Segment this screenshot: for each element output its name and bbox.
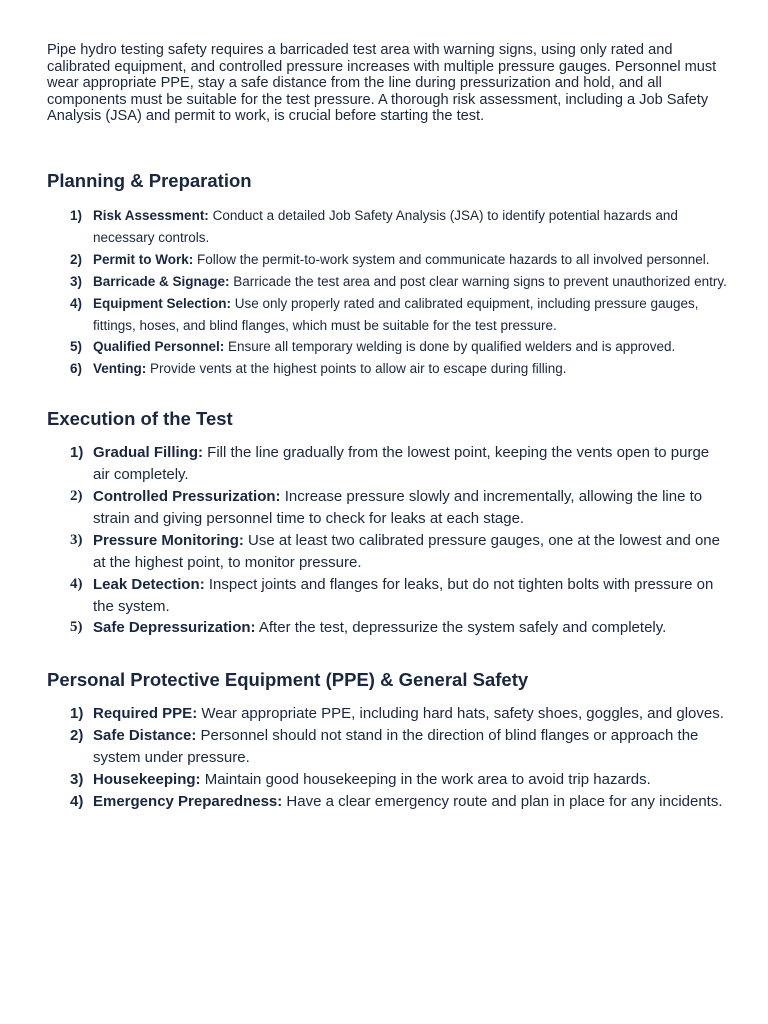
item-term: Safe Distance: <box>93 727 197 745</box>
list-item <box>47 486 727 530</box>
section-heading-planning: Planning & Preparation <box>47 169 252 191</box>
item-text: Provide vents at the highest points to allow air to escape during filling. <box>146 361 567 377</box>
item-text: Inspect joints and flanges for leaks, but do not tighten bolts with pressure on the system. <box>93 575 714 615</box>
item-term: Venting: <box>93 361 147 377</box>
list-item <box>47 617 727 639</box>
list-number: 3) <box>70 531 83 548</box>
list-item <box>47 336 727 358</box>
list-number: 1) <box>70 207 83 223</box>
item-text: Have a clear emergency route and plan in place for any incidents. <box>282 793 723 810</box>
item-term: Housekeeping: <box>93 771 201 789</box>
list-number: 2) <box>70 727 84 745</box>
item-term: Emergency Preparedness: <box>93 793 283 810</box>
list-item <box>47 530 727 574</box>
section-heading-ppe: Personal Protective Equipment (PPE) & General Safety <box>47 669 529 691</box>
item-text: Use only properly rated and calibrated equipment, including pressure gauges, fittings, hoses, and blind flanges, which must be suitable for the test pressure. <box>93 295 699 333</box>
item-text: Personnel should not stand in the direction of blind flanges or approach the system under pressure. <box>93 727 699 767</box>
list-number: 2) <box>70 251 83 267</box>
item-term: Equipment Selection: <box>93 295 232 311</box>
item-term: Barricade & Signage: <box>93 273 230 289</box>
list-item <box>47 725 727 769</box>
item-text: Wear appropriate PPE, including hard hats, safety shoes, goggles, and gloves. <box>197 705 724 723</box>
item-term: Gradual Filling: <box>93 444 204 462</box>
list-item <box>47 791 727 813</box>
list-number: 3) <box>70 771 84 789</box>
item-text: Conduct a detailed Job Safety Analysis (JSA) to identify potential hazards and necessary controls. <box>93 207 678 245</box>
item-term: Permit to Work: <box>93 251 194 267</box>
list-number: 4) <box>70 575 83 592</box>
list-item <box>47 293 727 337</box>
item-term: Safe Depressurization: <box>93 619 256 637</box>
item-term: Risk Assessment: <box>93 207 209 223</box>
execution-list <box>47 442 727 639</box>
document-page <box>47 42 727 813</box>
item-text: Maintain good housekeeping in the work area to avoid trip hazards. <box>200 771 651 789</box>
item-text: Increase pressure slowly and incrementally, allowing the line to strain and giving personnel time to check for leaks at each stage. <box>93 488 703 527</box>
item-text: After the test, depressurize the system safely and completely. <box>255 619 667 637</box>
item-text: Follow the permit-to-work system and communicate hazards to all involved personnel. <box>193 251 710 267</box>
list-item <box>47 205 727 249</box>
list-number: 3) <box>70 273 83 289</box>
list-number: 4) <box>70 295 83 311</box>
list-number: 5) <box>70 619 83 636</box>
list-number: 4) <box>70 793 84 810</box>
list-number: 5) <box>70 339 83 355</box>
section-heading-execution: Execution of the Test <box>47 408 233 430</box>
item-text: Use at least two calibrated pressure gauges, one at the lowest and one at the highest point, to monitor pressure. <box>93 531 720 571</box>
item-term: Pressure Monitoring: <box>93 531 244 549</box>
item-text: Ensure all temporary welding is done by qualified welders and is approved. <box>224 339 676 355</box>
list-item <box>47 703 727 725</box>
list-number: 1) <box>70 444 84 462</box>
list-number: 2) <box>70 488 83 505</box>
intro-paragraph: Pipe hydro testing safety requires a barricaded test area with warning signs, using only rated and calibrated equipment, and controlled pressure increases with multiple pressure gauges. Personnel must wear appropriate PPE, stay a safe distance from the line during pressurization and hold, and all components must be suitable for the test pressure. A thorough risk assessment, including a Job Safety Analysis (JSA) and permit to work, is crucial before starting the test. <box>47 42 717 125</box>
list-number: 6) <box>70 361 83 377</box>
list-item <box>47 442 727 486</box>
list-item <box>47 358 727 380</box>
item-term: Qualified Personnel: <box>93 339 225 355</box>
item-text: Barricade the test area and post clear warning signs to prevent unauthorized entry. <box>229 273 727 289</box>
ppe-list <box>47 703 727 813</box>
list-item <box>47 574 727 618</box>
item-term: Required PPE: <box>93 705 198 723</box>
item-term: Leak Detection: <box>93 575 205 593</box>
item-text: Fill the line gradually from the lowest point, keeping the vents open to purge air completely. <box>93 444 710 484</box>
list-item <box>47 249 727 271</box>
planning-list <box>47 205 727 380</box>
list-number: 1) <box>70 705 84 723</box>
list-item <box>47 769 727 791</box>
list-item <box>47 271 727 293</box>
item-term: Controlled Pressurization: <box>93 488 281 506</box>
